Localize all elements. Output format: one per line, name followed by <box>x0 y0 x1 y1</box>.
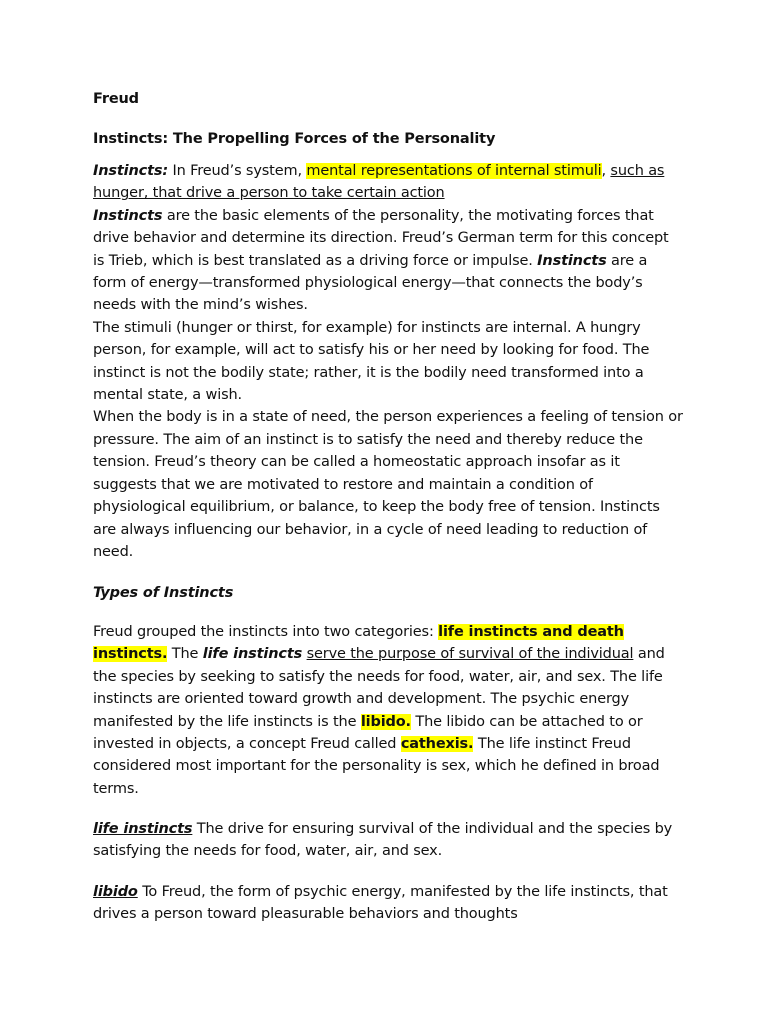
paragraph-tension: When the body is in a state of need, the person experiences a feeling of tension or pressure. The aim of an instinct is to satisfy the need and thereby reduce the tension. Freud’s theory can be called a homeostatic approach insofar as it suggests that we are motivated to restore and maintain a condition of physiological equilibrium, or balance, to keep the body free of tension. Instincts are always influencing our behavior, in a cycle of need leading to reduction of need. <box>93 409 683 560</box>
underline-survival: serve the purpose of survival of the individual <box>306 646 634 663</box>
document-title: Freud <box>93 91 139 107</box>
section-heading: Instincts: The Propelling Forces of the Personality <box>93 131 496 147</box>
text-span: are the basic elements of the personality, the motivating forces that drive behavior and determine its direction. Freud’s German term for this concept is Trieb, which is best translated as a driving force or impulse. <box>93 207 669 269</box>
term-life-instincts: life instincts <box>93 821 193 837</box>
highlight-mental-representations: mental representations of internal stimuli <box>306 163 602 179</box>
text-span: Freud grouped the instincts into two categories: <box>93 624 439 640</box>
text-span: The drive for ensuring survival of the individual and the species by satisfying the needs for food, water, air, and sex. <box>93 821 673 860</box>
body-block <box>93 160 683 563</box>
term-life-instincts-inline: life instincts <box>202 646 303 663</box>
highlight-life-death-instincts: life instincts and death instincts. <box>93 624 624 663</box>
types-heading: Types of Instincts <box>93 585 234 601</box>
definition-instincts <box>93 160 683 205</box>
text-span: In Freud’s system, <box>168 163 307 179</box>
text-span: To Freud, the form of psychic energy, manifested by the life instincts, that drives a person toward pleasurable behaviors and thoughts <box>93 884 668 923</box>
text-span: The <box>167 646 203 663</box>
definition-libido <box>93 881 683 926</box>
text-span: and the species by seeking to satisfy the needs for food, water, air, and sex. The life instincts are oriented toward growth and development. The psychic energy manifested by the life instincts is the <box>93 646 665 730</box>
term-libido: libido <box>93 884 138 900</box>
text-span: , <box>601 163 611 179</box>
text-span: The libido can be attached to or invested in objects, a concept Freud called <box>93 713 643 753</box>
paragraph-stimuli: The stimuli (hunger or thirst, for example) for instincts are internal. A hungry person, for example, will act to satisfy his or her need by looking for food. The instinct is not the bodily state; rather, it is the bodily need transformed into a mental state, a wish. <box>93 319 650 404</box>
text-span: are a form of energy—transformed physiological energy—that connects the body’s needs with the mind’s wishes. <box>93 252 648 314</box>
paragraph-instincts-basic <box>93 205 683 317</box>
underline-such-as-hunger: such as hunger, that drive a person to take certain action <box>93 163 665 202</box>
highlight-cathexis: cathexis. <box>400 736 474 753</box>
definition-life-instincts <box>93 818 683 863</box>
term-instincts-inline: Instincts <box>93 207 163 224</box>
term-instincts: Instincts: <box>93 163 169 179</box>
text-span: The life instinct Freud considered most important for the personality is sex, which he defined in broad terms. <box>93 736 660 797</box>
paragraph-types <box>93 621 683 800</box>
term-instincts-inline: Instincts <box>537 252 607 269</box>
highlight-libido: libido. <box>360 713 411 730</box>
